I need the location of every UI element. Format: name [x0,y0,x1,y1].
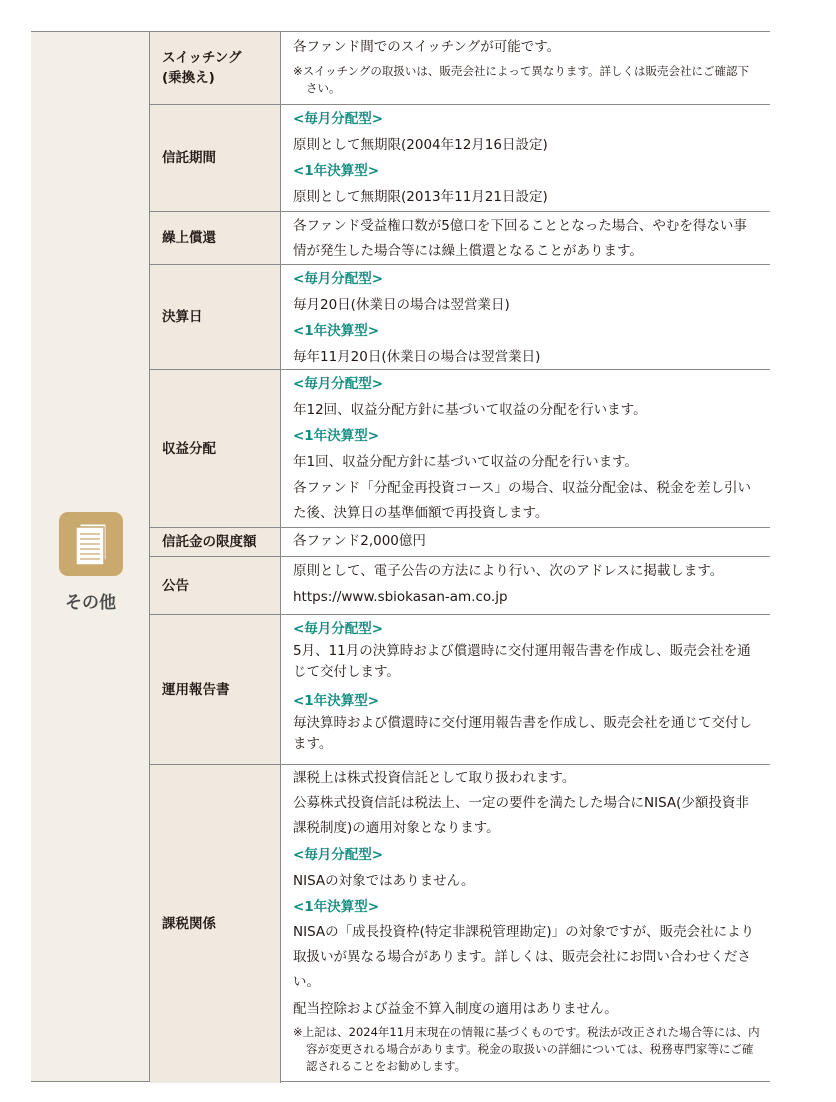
fund-type-heading: <毎月分配型> [293,111,384,127]
row-text: 年1回、収益分配方針に基づいて収益の分配を行います。 [293,454,639,470]
category-column [31,32,150,1081]
row-note: ※スイッチングの取扱いは、販売会社によって異なります。詳しくは販売会社にご確認下さい。 [293,64,749,95]
row-text: 毎月20日(休業日の場合は翌営業日) [293,297,510,313]
row-management-report [150,615,770,765]
row-label: 信託金の限度額 [150,528,281,556]
fund-type-heading: <1年決算型> [293,323,380,339]
row-switching [150,32,770,105]
row-settlement-date [150,265,770,370]
row-text: 毎決算時および償還時に交付運用報告書を作成し、販売会社を通じて交付します。 [293,715,752,752]
row-text: 配当控除および益金不算入制度の適用はありません。 [293,1001,618,1017]
row-taxation [150,765,770,1083]
row-text: 課税上は株式投資信託として取り扱われます。 [293,770,576,786]
fund-type-heading: <1年決算型> [293,693,380,709]
fund-type-heading: <1年決算型> [293,899,380,915]
row-public-notice [150,557,770,615]
document-icon [59,512,123,576]
row-trust-period [150,105,770,212]
fund-info-table [31,31,770,1082]
fund-type-heading: <毎月分配型> [293,376,384,392]
row-early-redemption [150,212,770,265]
row-text: 各ファンド間でのスイッチングが可能です。 [293,39,561,55]
fund-type-heading: <1年決算型> [293,428,380,444]
row-text: 毎年11月20日(休業日の場合は翌営業日) [293,349,541,365]
row-text: 各ファンド「分配金再投資コース」の場合、収益分配金は、税金を差し引いた後、決算日の基準価額で再投資します。 [293,480,752,521]
row-label: 運用報告書 [150,615,281,764]
row-label: スイッチング (乗換え) [150,32,281,104]
category-label: その他 [65,593,116,613]
row-text: NISAの「成長投資枠(特定非課税管理勘定)」の対象ですが、販売会社により取扱いが異なる場合があります。詳しくは、販売会社にお問い合わせください。 [293,924,755,990]
row-text: 年12回、収益分配方針に基づいて収益の分配を行います。 [293,402,647,418]
row-text: 原則として無期限(2013年11月21日設定) [293,189,548,205]
row-label: 繰上償還 [150,212,281,264]
fund-type-heading: <1年決算型> [293,163,380,179]
row-text: NISAの対象ではありません。 [293,873,475,889]
row-note: ※上記は、2024年11月末現在の情報に基づくものです。税法が改正された場合等には、内容が変更される場合があります。税金の取扱いの詳細については、税務専門家等にご確認されることをお勧めします。 [293,1025,760,1073]
fund-type-heading: <毎月分配型> [293,847,384,863]
row-distribution [150,370,770,528]
row-label: 収益分配 [150,370,281,527]
row-text: 各ファンド2,000億円 [293,533,426,549]
row-label: 決算日 [150,265,281,369]
row-text: 各ファンド受益権口数が5億口を下回ることとなった場合、やむを得ない事情が発生した場合等には繰上償還となることがあります。 [293,218,747,259]
row-label: 公告 [150,557,281,614]
row-label: 信託期間 [150,105,281,211]
notice-url[interactable]: https://www.sbiokasan-am.co.jp [293,589,508,605]
row-text: 5月、11月の決算時および償還時に交付運用報告書を作成し、販売会社を通じて交付します。 [293,643,751,680]
row-text: 原則として、電子公告の方法により行い、次のアドレスに掲載します。 [293,563,724,579]
row-trust-limit [150,528,770,557]
row-text: 公募株式投資信託は税法上、一定の要件を満たした場合にNISA(少額投資非課税制度)の適用対象となります。 [293,795,749,836]
fund-type-heading: <毎月分配型> [293,621,384,637]
row-text: 原則として無期限(2004年12月16日設定) [293,137,548,153]
fund-type-heading: <毎月分配型> [293,271,384,287]
row-label: 課税関係 [150,765,281,1083]
